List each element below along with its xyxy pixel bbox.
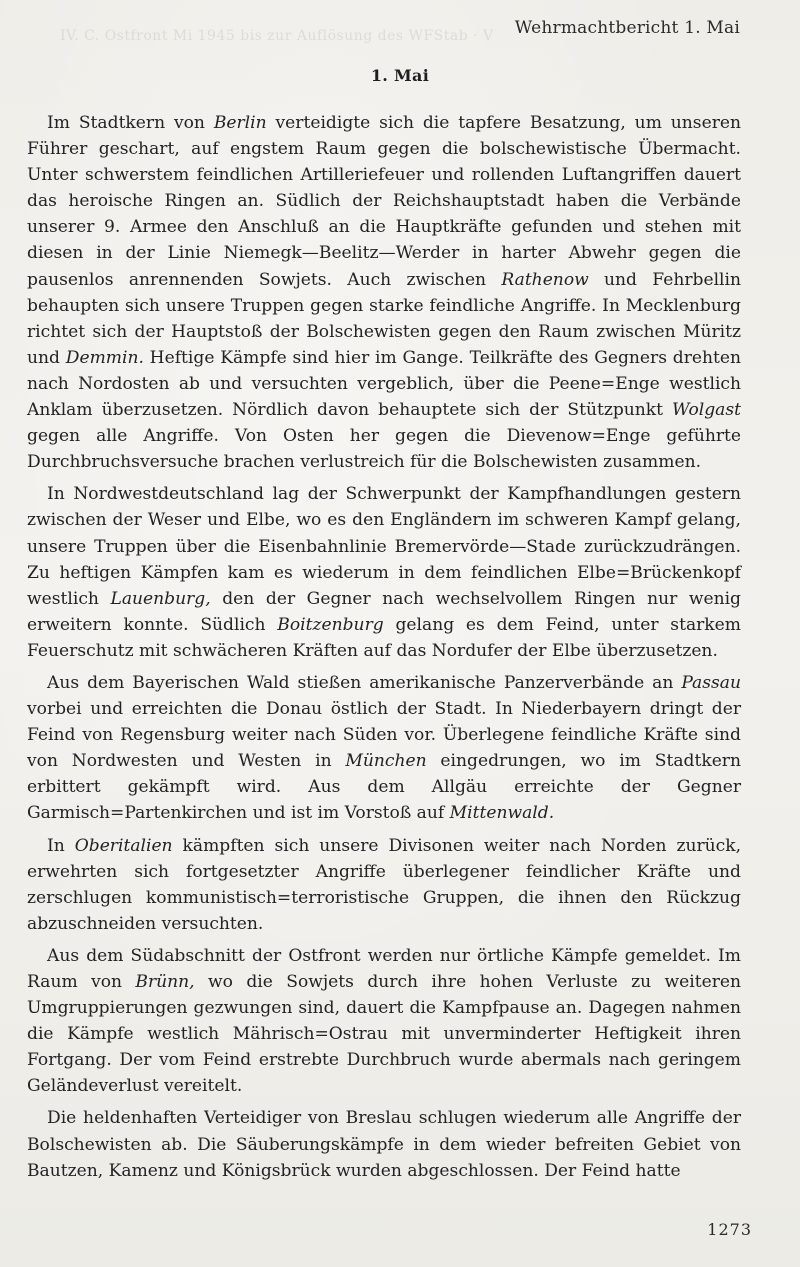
section-title: 1. Mai (370, 66, 430, 85)
paragraph (27, 943, 741, 1100)
paragraph (27, 1105, 741, 1183)
text-run: Heftige Kämpfe sind hier im Gange. Teilkräfte des Gegners drehten nach Nordosten ab und versuchten vergeblich, über die Peene=Enge westlich Anklam überzusetzen. Nördlich davon behauptete sich der Stützpunkt (27, 347, 741, 421)
text-run: Im Stadtkern von (47, 113, 214, 133)
italic-place-name: Passau (681, 672, 741, 693)
italic-place-name: Demmin. (65, 347, 144, 368)
italic-place-name: Mittenwald. (449, 803, 555, 824)
paragraph (27, 670, 741, 827)
italic-place-name: Rathenow (501, 269, 589, 290)
text-run: wo die Sowjets durch ihre hohen Verluste zu weiteren Umgruppierungen gezwungen sind, dauert die Kampfpause an. Dagegen nahmen die Kämpfe westlich Mährisch=Ostrau mit unverminderter Heftigkeit ihren Fortgang. Der vom Feind erstrebte Durchbruch wurde abermals nach geringem Geländeverlust vereitelt. (27, 972, 741, 1097)
text-run: Die heldenhaften Verteidiger von Breslau schlugen wiederum alle Angriffe der Bolschewisten ab. Die Säuberungskämpfe in dem wieder befreiten Gebiet von Bautzen, Kamenz und Königsbrück wurden abgeschlossen. Der Feind hatte (27, 1108, 741, 1181)
text-run: Aus dem Bayerischen Wald stießen amerikanische Panzerverbände an (47, 672, 682, 693)
italic-place-name: Boitzenburg (277, 614, 384, 635)
report-body (27, 110, 741, 1190)
bleed-through-text: IV. C. Ostfront Mi 1945 bis zur Auflösung des WFStab · V (60, 28, 494, 44)
text-run: und Fehrbellin behaupten sich unsere Truppen gegen starke feindliche Angriffe. In Mecklenburg richtet sich der Hauptstoß der Bolschewisten gegen den Raum zwischen Müritz und (27, 269, 741, 368)
running-head: Wehrmachtbericht 1. Mai (514, 18, 740, 38)
italic-place-name: Berlin (213, 113, 267, 133)
text-run: vorbei und erreichten die Donau östlich der Stadt. In Niederbayern dringt der Feind von Regensburg weiter nach Süden vor. Überlegene feindliche Kräfte sind von Nordwesten und Westen in (27, 699, 741, 772)
text-run: gelang es dem Feind, unter starkem Feuerschutz mit schwächeren Kräften auf das Nordufer der Elbe überzusetzen. (27, 614, 741, 661)
text-run: den der Gegner nach wechselvollem Ringen nur wenig erweitern konnte. Südlich (27, 588, 741, 635)
text-run: verteidigte sich die tapfere Besatzung, um unseren Führer geschart, auf engstem Raum gegen die bolschewistische Übermacht. Unter schwerstem feindlichen Artilleriefeuer und rollenden Luftangriffen dauert das heroische Ringen an. Südlich der Reichshauptstadt haben die Verbände unserer 9. Armee den Anschluß an die Hauptkräfte gefunden und stehen mit diesen in der Linie Niemegk—Beelitz—Werder in harter Abwehr gegen die pausenlos anrennenden Sowjets. Auch zwischen (27, 113, 741, 290)
paragraph (27, 481, 741, 664)
text-run: eingedrungen, wo im Stadtkern erbittert gekämpft wird. Aus dem Allgäu erreichte der Gegner Garmisch=Partenkirchen und ist im Vorstoß auf (27, 751, 741, 824)
text-run: gegen alle Angriffe. Von Osten her gegen die Dievenow=Enge geführte Durchbruchsversuche brachen verlustreich für die Bolschewisten zusammen. (27, 426, 741, 473)
text-run: kämpften sich unsere Divisonen weiter nach Norden zurück, erwehrten sich fortgesetzter Angriffe überlegener feindlicher Kräfte und zerschlugen kommunistisch=terroristische Gruppen, die ihnen den Rückzug abzuschneiden versuchten. (27, 835, 742, 934)
italic-place-name: Oberitalien (74, 835, 173, 856)
paragraph (27, 833, 741, 937)
italic-place-name: München (345, 751, 427, 772)
italic-place-name: Wolgast (672, 400, 741, 421)
italic-place-name: Lauenburg, (110, 588, 211, 609)
text-run: In (47, 835, 75, 856)
text-run: Aus dem Südabschnitt der Ostfront werden nur örtliche Kämpfe gemeldet. Im Raum von (27, 945, 741, 992)
paragraph (27, 110, 741, 475)
page-number: 1273 (707, 1220, 752, 1239)
text-run: In Nordwestdeutschland lag der Schwerpunkt der Kampfhandlungen gestern zwischen der Weser und Elbe, wo es den Engländern im schweren Kampf gelang, unsere Truppen über die Eisenbahnlinie Bremervörde—Stade zurückzudrängen. Zu heftigen Kämpfen kam es wiederum in dem feindlichen Elbe=Brückenkopf westlich (27, 484, 741, 609)
italic-place-name: Brünn, (135, 972, 195, 992)
